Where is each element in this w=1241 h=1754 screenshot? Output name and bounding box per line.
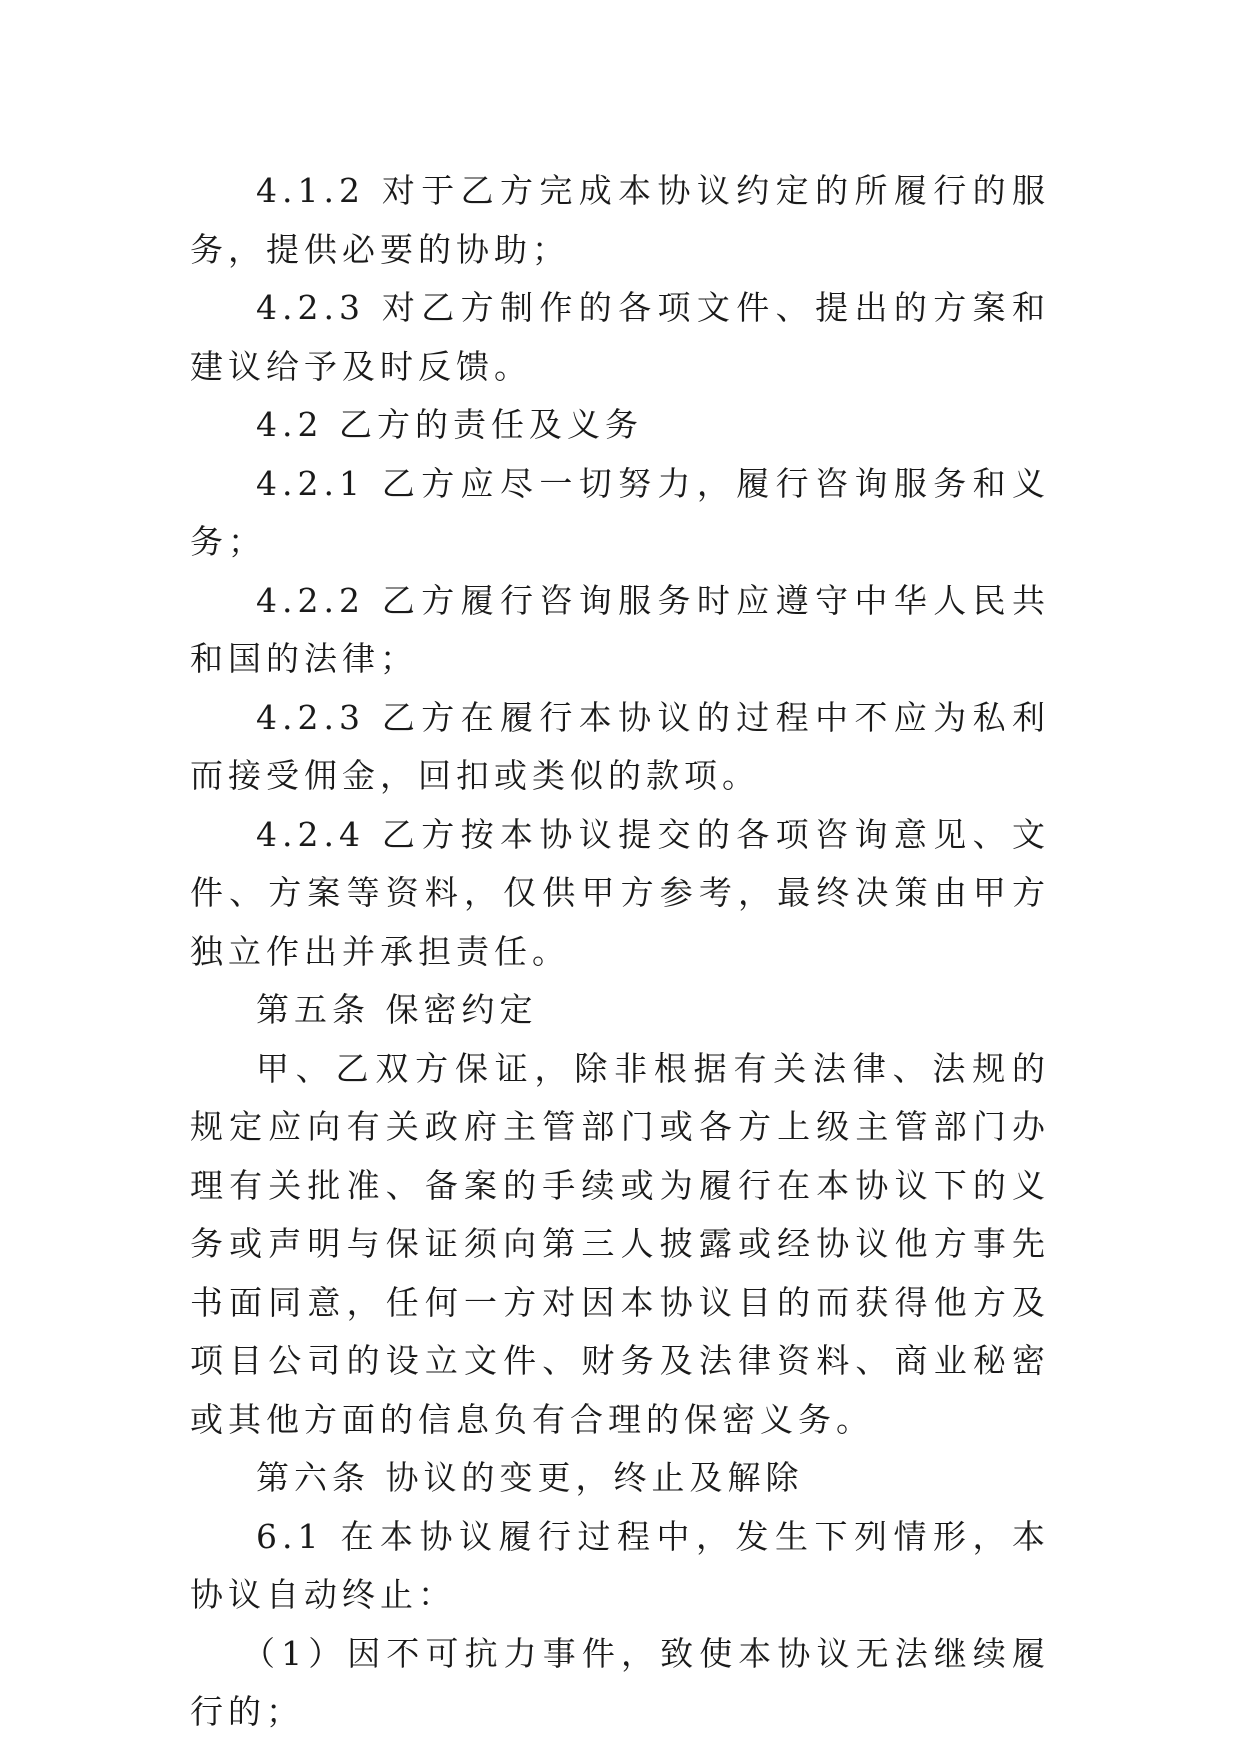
document-body (190, 162, 1050, 1742)
clause-4-2-2: 4.2.2 乙方履行咨询服务时应遵守中华人民共和国的法律； (190, 580, 1050, 678)
clause-4-2-3: 4.2.3 乙方在履行本协议的过程中不应为私利而接受佣金，回扣或类似的款项。 (190, 697, 1050, 795)
clause-4-2-4: 4.2.4 乙方按本协议提交的各项咨询意见、文件、方案等资料，仅供甲方参考，最终决策由甲方独立作出并承担责任。 (190, 814, 1050, 971)
article-5-heading: 第五条 保密约定 (256, 990, 538, 1029)
article-5-body: 甲、乙双方保证，除非根据有关法律、法规的规定应向有关政府主管部门或各方上级主管部门办理有关批准、备案的手续或为履行在本协议下的义务或声明与保证须向第三人披露或经协议他方事先书面同意，任何一方对因本协议目的而获得他方及项目公司的设立文件、财务及法律资料、商业秘密或其他方面的信息负有合理的保密义务。 (190, 1048, 1050, 1439)
clause-6-1-item-1: （1）因不可抗力事件，致使本协议无法继续履行的； (190, 1633, 1050, 1731)
article-6-heading: 第六条 协议的变更，终止及解除 (256, 1458, 804, 1497)
clause-6-1: 6.1 在本协议履行过程中，发生下列情形，本协议自动终止： (190, 1516, 1050, 1614)
clause-4-2-1: 4.2.1 乙方应尽一切努力，履行咨询服务和义务； (190, 463, 1050, 561)
clause-4-2-heading: 4.2 乙方的责任及义务 (256, 405, 643, 444)
clause-4-2-3-feedback: 4.2.3 对乙方制作的各项文件、提出的方案和建议给予及时反馈。 (190, 288, 1050, 386)
clause-4-1-2: 4.1.2 对于乙方完成本协议约定的所履行的服务，提供必要的协助； (190, 171, 1050, 269)
